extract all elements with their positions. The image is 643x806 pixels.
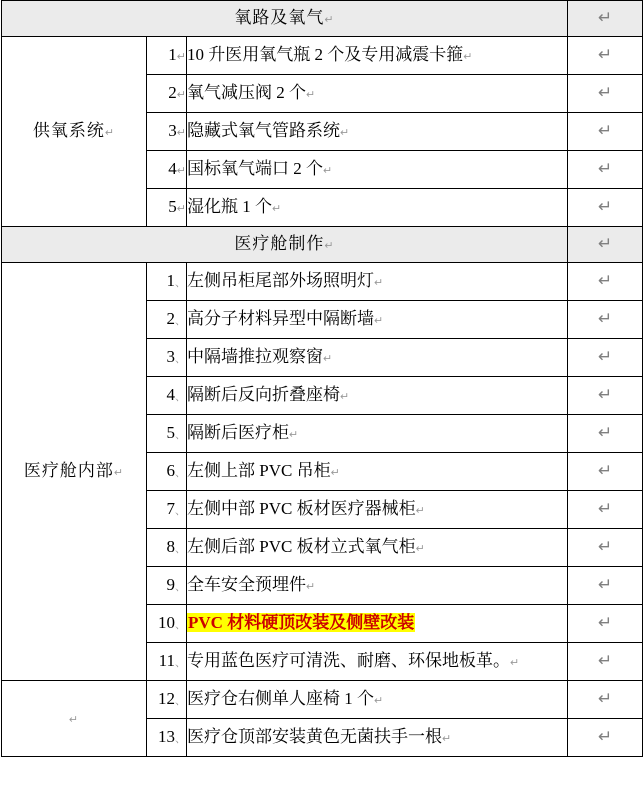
row-description <box>187 339 568 377</box>
row-number <box>147 529 187 567</box>
section-title-text: 氧路及氧气 <box>234 8 325 28</box>
row-number-text: 2 <box>166 309 175 329</box>
row-note: ↵ <box>568 263 643 301</box>
row-number-mark: 、 <box>175 657 186 670</box>
category-mark: ↵ <box>113 467 125 480</box>
section-title-mark: ↵ <box>324 240 335 253</box>
row-number-text: 3 <box>166 347 175 367</box>
row-number-text: 6 <box>166 461 175 481</box>
row-number-mark: 、 <box>175 695 186 708</box>
row-description <box>187 529 568 567</box>
row-number-text: 4 <box>166 385 175 405</box>
row-number <box>147 189 187 227</box>
row-number <box>147 151 187 189</box>
row-number-text: 8 <box>166 537 175 557</box>
row-note: ↵ <box>568 339 643 377</box>
row-description-mark: ↵ <box>415 543 425 556</box>
row-description-mark: ↵ <box>323 165 333 178</box>
row-number-mark: 、 <box>175 391 186 404</box>
row-description <box>187 263 568 301</box>
row-description-text: 左侧中部 PVC 板材医疗器械柜 <box>187 499 416 519</box>
section-title-mark: ↵ <box>324 14 335 27</box>
row-description <box>187 453 568 491</box>
row-description <box>187 719 568 757</box>
row-description-text: 高分子材料异型中隔断墙 <box>187 309 374 329</box>
row-description <box>187 151 568 189</box>
section-title-text: 医疗舱制作 <box>234 234 325 254</box>
row-description <box>187 681 568 719</box>
row-number-text: 7 <box>166 499 175 519</box>
section-header-row <box>2 1 643 37</box>
row-number-text: 3 <box>168 121 177 141</box>
row-description-mark: ↵ <box>330 467 340 480</box>
row-description <box>187 643 568 681</box>
row-description-text: 左侧上部 PVC 吊柜 <box>187 461 331 481</box>
row-description-mark: ↵ <box>374 695 384 708</box>
row-number-mark: 、 <box>175 543 186 556</box>
category-cell-oxygen <box>2 37 147 227</box>
row-number-mark: ↵ <box>176 51 186 64</box>
row-note: ↵ <box>568 719 643 757</box>
row-description-mark: ↵ <box>340 127 350 140</box>
row-number <box>147 377 187 415</box>
row-number-text: 1 <box>168 45 177 65</box>
row-description-mark: ↵ <box>415 505 425 518</box>
section-note-cell: ↵ <box>568 227 643 263</box>
row-number <box>147 453 187 491</box>
row-description <box>187 301 568 339</box>
row-number-text: 2 <box>168 83 177 103</box>
row-description-text-highlighted: PVC 材料硬顶改装及侧壁改装 <box>188 613 415 633</box>
row-number-text: 11 <box>158 651 175 671</box>
section-title <box>2 227 568 263</box>
row-description <box>187 567 568 605</box>
row-number <box>147 301 187 339</box>
row-description <box>187 189 568 227</box>
row-note: ↵ <box>568 301 643 339</box>
category-label: 供氧系统 <box>32 121 105 141</box>
row-description-mark: ↵ <box>374 277 384 290</box>
table-row <box>2 37 643 75</box>
row-number-mark: 、 <box>175 581 186 594</box>
row-description-text: 专用蓝色医疗可清洗、耐磨、环保地板革。 <box>187 651 510 671</box>
row-description-text: 医疗仓顶部安装黄色无菌扶手一根 <box>187 727 442 747</box>
row-note: ↵ <box>568 113 643 151</box>
row-number-text: 5 <box>168 197 177 217</box>
row-number <box>147 567 187 605</box>
row-description-text: 隐藏式氧气管路系统 <box>187 121 340 141</box>
row-number <box>147 113 187 151</box>
table-row <box>2 681 643 719</box>
row-description-mark: ↵ <box>306 581 316 594</box>
row-number-mark: ↵ <box>176 89 186 102</box>
row-description-text: 左侧吊柜尾部外场照明灯 <box>187 271 374 291</box>
row-number <box>147 681 187 719</box>
row-number <box>147 339 187 377</box>
row-description <box>187 37 568 75</box>
row-number <box>147 415 187 453</box>
table-row <box>2 263 643 301</box>
row-note: ↵ <box>568 75 643 113</box>
row-number-mark: 、 <box>175 467 186 480</box>
row-number-text: 12 <box>158 689 175 709</box>
row-description-text: 国标氧气端口 2 个 <box>187 159 323 179</box>
row-description-mark: ↵ <box>306 89 316 102</box>
row-description-text: 左侧后部 PVC 板材立式氧气柜 <box>187 537 416 557</box>
row-note: ↵ <box>568 605 643 643</box>
row-number-mark: 、 <box>175 315 186 328</box>
row-number-text: 10 <box>158 613 175 633</box>
category-mark: ↵ <box>68 714 80 727</box>
row-number-mark: 、 <box>175 733 186 746</box>
row-note: ↵ <box>568 377 643 415</box>
row-description-text: 全车安全预埋件 <box>187 575 306 595</box>
row-description-text: 氧气减压阀 2 个 <box>187 83 306 103</box>
row-number <box>147 605 187 643</box>
row-description-text: 10 升医用氧气瓶 2 个及专用减震卡箍 <box>187 45 464 65</box>
row-note: ↵ <box>568 567 643 605</box>
row-note: ↵ <box>568 151 643 189</box>
row-description-text: 湿化瓶 1 个 <box>187 197 272 217</box>
section-title <box>2 1 568 37</box>
row-number-mark: ↵ <box>176 127 186 140</box>
row-note: ↵ <box>568 415 643 453</box>
row-description <box>187 605 568 643</box>
row-description-text: 医疗仓右侧单人座椅 1 个 <box>187 689 374 709</box>
row-number <box>147 75 187 113</box>
row-description-mark: ↵ <box>289 429 299 442</box>
row-number <box>147 643 187 681</box>
row-description <box>187 491 568 529</box>
row-number-mark: 、 <box>175 353 186 366</box>
row-number-mark: 、 <box>175 277 186 290</box>
row-description-mark: ↵ <box>463 51 473 64</box>
category-mark: ↵ <box>104 127 116 140</box>
row-description-mark: ↵ <box>510 657 520 670</box>
row-note: ↵ <box>568 643 643 681</box>
section-note-cell: ↵ <box>568 1 643 37</box>
row-description-mark: ↵ <box>374 315 384 328</box>
row-number-text: 5 <box>166 423 175 443</box>
row-number-text: 4 <box>168 159 177 179</box>
row-description-mark: ↵ <box>442 733 452 746</box>
category-cell-continuation <box>2 681 147 757</box>
row-description <box>187 75 568 113</box>
row-number-text: 1 <box>166 271 175 291</box>
row-description-mark: ↵ <box>323 353 333 366</box>
row-note: ↵ <box>568 453 643 491</box>
category-label: 医疗舱内部 <box>23 461 114 481</box>
row-number-mark: ↵ <box>176 203 186 216</box>
row-note: ↵ <box>568 681 643 719</box>
row-note: ↵ <box>568 529 643 567</box>
section-header-row <box>2 227 643 263</box>
row-number <box>147 491 187 529</box>
row-note: ↵ <box>568 189 643 227</box>
row-number <box>147 719 187 757</box>
row-number-text: 13 <box>158 727 175 747</box>
row-number-mark: ↵ <box>176 165 186 178</box>
category-cell-cabin-interior <box>2 263 147 681</box>
row-note: ↵ <box>568 37 643 75</box>
row-number-mark: 、 <box>175 505 186 518</box>
row-description <box>187 415 568 453</box>
row-number <box>147 263 187 301</box>
row-number-mark: 、 <box>175 619 186 632</box>
row-description-text: 中隔墙推拉观察窗 <box>187 347 323 367</box>
row-note: ↵ <box>568 491 643 529</box>
spec-table <box>1 0 643 757</box>
row-description-mark: ↵ <box>272 203 282 216</box>
row-description-text: 隔断后医疗柜 <box>187 423 289 443</box>
row-number-mark: 、 <box>175 429 186 442</box>
row-number-text: 9 <box>166 575 175 595</box>
row-description <box>187 377 568 415</box>
row-description-mark: ↵ <box>340 391 350 404</box>
row-number <box>147 37 187 75</box>
row-description <box>187 113 568 151</box>
row-description-text: 隔断后反向折叠座椅 <box>187 385 340 405</box>
